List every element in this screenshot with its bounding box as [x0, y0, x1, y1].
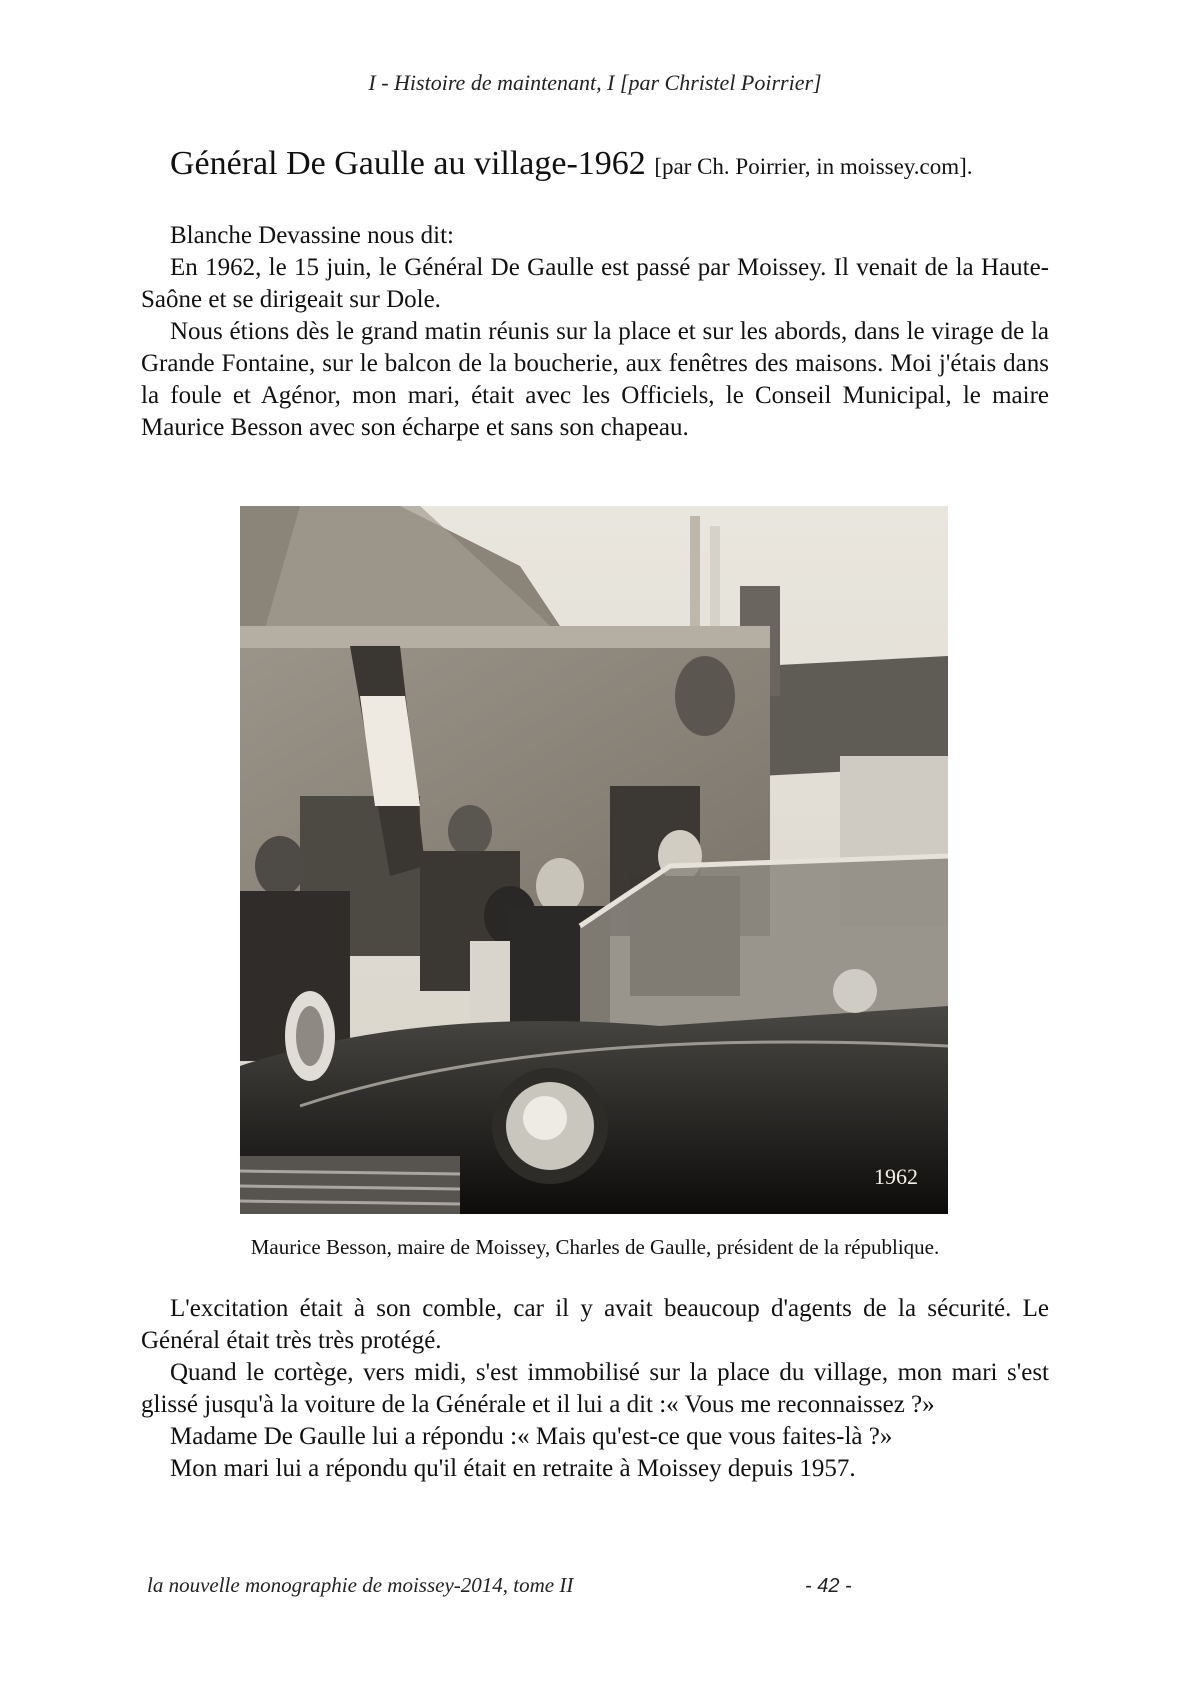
closing-text	[141, 1293, 1049, 1485]
footer-book-title: la nouvelle monographie de moissey-2014, tome II	[147, 1573, 574, 1597]
article-title: Général De Gaulle au village-1962	[170, 145, 646, 182]
article-title-line	[170, 145, 1070, 183]
closing-paragraph: Madame De Gaulle lui a répondu :« Mais qu'est-ce que vous faites-là ?»	[170, 1423, 893, 1450]
intro-paragraph: En 1962, le 15 juin, le Général De Gaulle est passé par Moissey. Il venait de la Haute-Saône et se dirigeait sur Dole.	[141, 254, 1049, 313]
historic-photo	[240, 506, 948, 1214]
intro-text	[141, 220, 1049, 444]
closing-paragraph: Quand le cortège, vers midi, s'est immobilisé sur la place du village, mon mari s'est glissé jusqu'à la voiture de la Générale et il lui a dit :« Vous me reconnaissez ?»	[141, 1359, 1049, 1418]
article-attribution: [par Ch. Poirrier, in moissey.com].	[654, 154, 973, 179]
running-header: I - Histoire de maintenant, I [par Christel Poirrier]	[368, 70, 822, 95]
intro-paragraph: Blanche Devassine nous dit:	[170, 222, 454, 249]
intro-paragraph: Nous étions dès le grand matin réunis sur la place et sur les abords, dans le virage de la Grande Fontaine, sur le balcon de la boucherie, aux fenêtres des maisons. Moi j'étais dans la foule et Agénor, mon mari, était avec les Officiels, le Conseil Municipal, le maire Maurice Besson avec son écharpe et sans son chapeau.	[141, 318, 1049, 441]
photo-illustration	[240, 506, 948, 1214]
photo-caption: Maurice Besson, maire de Moissey, Charles de Gaulle, président de la république.	[250, 1235, 940, 1259]
closing-paragraph: L'excitation était à son comble, car il y avait beaucoup d'agents de la sécurité. Le Général était très très protégé.	[141, 1295, 1049, 1354]
photo-year-label: 1962	[874, 1164, 918, 1189]
closing-paragraph: Mon mari lui a répondu qu'il était en retraite à Moissey depuis 1957.	[170, 1455, 856, 1482]
footer-page-number: - 42 -	[805, 1575, 852, 1597]
